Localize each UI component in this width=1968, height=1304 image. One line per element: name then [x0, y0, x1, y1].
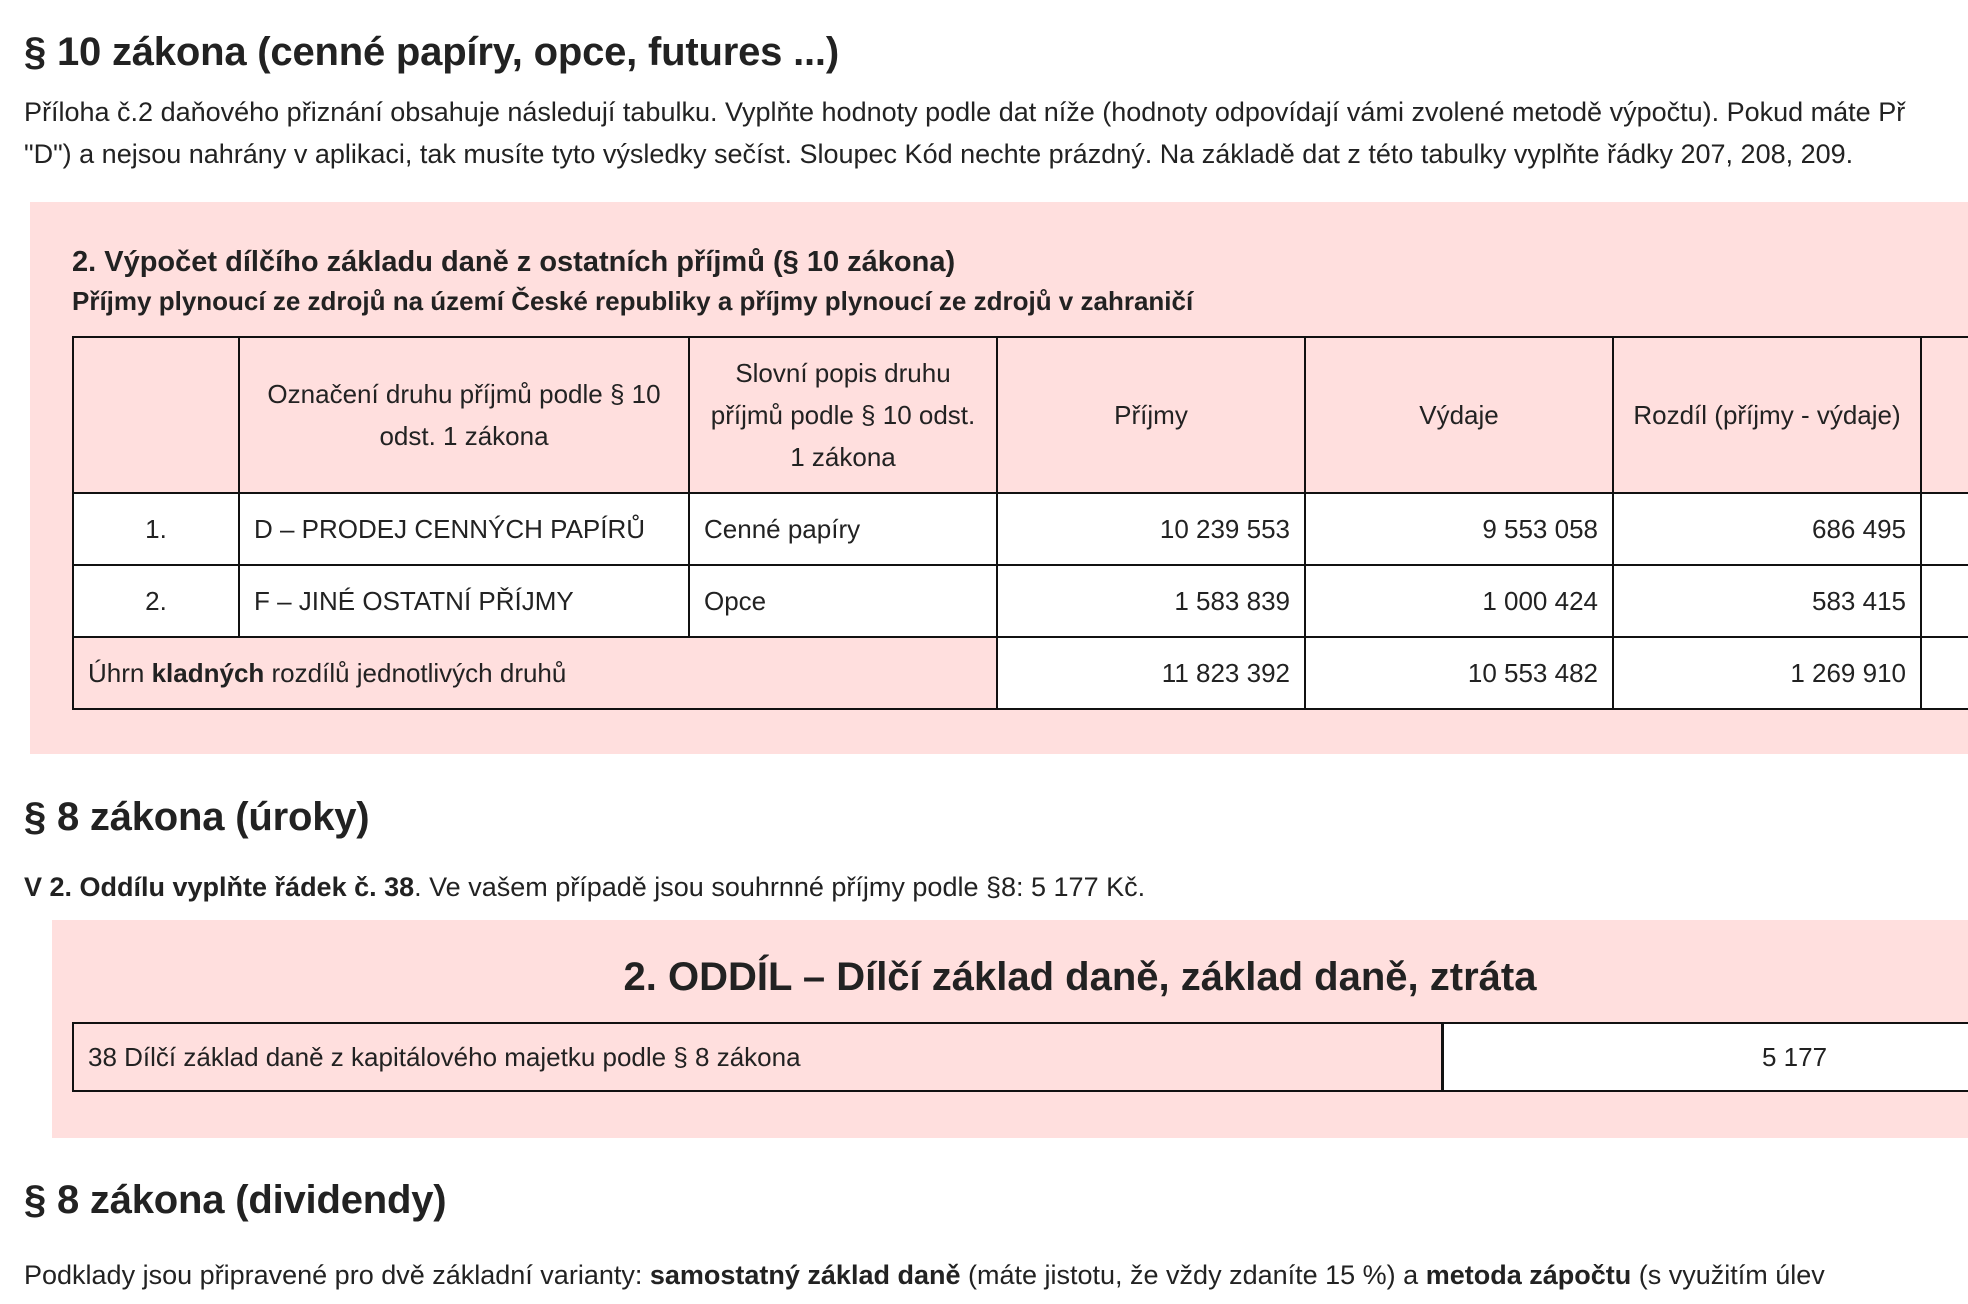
table-row: [73, 493, 1968, 565]
sum-extra: [1921, 637, 1968, 709]
income-table: [72, 336, 1968, 710]
s8-instruction-bold: V 2. Oddílu vyplňte řádek č. 38: [24, 872, 415, 902]
s10-intro-line-1: Příloha č.2 daňového přiznání obsahuje následují tabulku. Vyplňte hodnoty podle dat níže (hodnoty odpovídají vámi zvolené metodě výpočtu). Pokud máte Př: [24, 97, 1906, 127]
sum-label-pre: Úhrn: [88, 657, 152, 688]
row-income: 10 239 553: [997, 493, 1305, 565]
sum-expenses: 10 553 482: [1305, 637, 1613, 709]
section-heading-s8-interest: § 8 zákona (úroky): [24, 795, 370, 839]
form-table-title: 2. Výpočet dílčího základu daně z ostatních příjmů (§ 10 zákona): [72, 246, 956, 278]
sum-label-post: rozdílů jednotlivých druhů: [264, 657, 567, 688]
table-sum-row: [73, 637, 1968, 709]
row-38-value: 5 177: [1444, 1022, 1968, 1092]
header-type: Označení druhu příjmů podle § 10 odst. 1 zákona: [239, 337, 689, 493]
header-desc: Slovní popis druhu příjmů podle § 10 odst. 1 zákona: [689, 337, 997, 493]
row-extra: [1921, 493, 1968, 565]
row-index: 2.: [73, 565, 239, 637]
s8-dividends-text: [24, 1254, 1825, 1296]
sum-diff: 1 269 910: [1613, 637, 1921, 709]
row-diff: 583 415: [1613, 565, 1921, 637]
section-heading-s10: § 10 zákona (cenné papíry, opce, futures ...): [24, 30, 839, 74]
row-type: D – PRODEJ CENNÝCH PAPÍRŮ: [239, 493, 689, 565]
row-diff: 686 495: [1613, 493, 1921, 565]
dividends-bold-2: metoda zápočtu: [1425, 1260, 1632, 1290]
table-row: [73, 565, 1968, 637]
form-table-subtitle: Příjmy plynoucí ze zdrojů na území České republiky a příjmy plynoucí ze zdrojů v zahraničí: [72, 286, 1194, 316]
s10-intro-line-2: "D") a nejsou nahrány v aplikaci, tak musíte tyto výsledky sečíst. Sloupec Kód nechte prázdný. Na základě dat z této tabulky vyplňte řádky 207, 208, 209.: [24, 139, 1854, 169]
section2-title: 2. ODDÍL – Dílčí základ daně, základ daně, ztráta: [623, 955, 1537, 999]
row-index: 1.: [73, 493, 239, 565]
header-expenses: Výdaje: [1305, 337, 1613, 493]
header-income: Příjmy: [997, 337, 1305, 493]
dividends-text-1: Podklady jsou připravené pro dvě základní varianty:: [24, 1260, 650, 1290]
sum-income: 11 823 392: [997, 637, 1305, 709]
section-heading-s8-dividends: § 8 zákona (dividendy): [24, 1178, 447, 1222]
sum-label-bold: kladných: [151, 657, 265, 688]
s8-instruction-rest: . Ve vašem případě jsou souhrnné příjmy podle §8: 5 177 Kč.: [414, 872, 1146, 902]
row-income: 1 583 839: [997, 565, 1305, 637]
header-index: [73, 337, 239, 493]
row-expenses: 9 553 058: [1305, 493, 1613, 565]
row-type: F – JINÉ OSTATNÍ PŘÍJMY: [239, 565, 689, 637]
s8-interest-instruction: [24, 866, 1145, 908]
row-desc: Opce: [689, 565, 997, 637]
dividends-bold-1: samostatný základ daně: [649, 1260, 961, 1290]
header-diff: Rozdíl (příjmy - výdaje): [1613, 337, 1921, 493]
dividends-text-2: (máte jistotu, že vždy zdaníte 15 %) a: [960, 1260, 1426, 1290]
header-extra: [1921, 337, 1968, 493]
dividends-text-3: (s využitím úlev: [1631, 1260, 1825, 1290]
table-header-row: [73, 337, 1968, 493]
row-desc: Cenné papíry: [689, 493, 997, 565]
row-38: [72, 1022, 1968, 1092]
row-extra: [1921, 565, 1968, 637]
sum-label: [73, 637, 997, 709]
row-expenses: 1 000 424: [1305, 565, 1613, 637]
row-38-label: 38 Dílčí základ daně z kapitálového majetku podle § 8 zákona: [72, 1022, 1444, 1092]
